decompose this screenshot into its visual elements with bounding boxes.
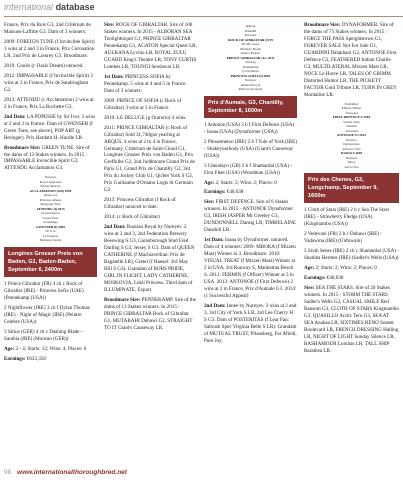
paragraph: 3 Ghendayo (GB) 2 b f Shamardal (USA) - First Fleet (USA) (Woodman (USA)) bbox=[204, 162, 292, 176]
pedigree-line: Soundings bbox=[43, 220, 58, 225]
paragraph: 2012: IMPASSABLE (f Invincible Spirit) 3 wins at 3 in France, Prix de Sandringham G2. bbox=[4, 72, 93, 93]
pedigree-line: Flying Melody bbox=[40, 184, 61, 189]
pedigree-line: All At Sea bbox=[344, 164, 359, 169]
paragraph: France, Prix du Bois G3, 2nd Critérium de Maisons-Laffitte G2. Dam of 3 winners: bbox=[4, 22, 91, 35]
header-section: database bbox=[55, 2, 95, 12]
pedigree-line: Madonna Sprite bbox=[39, 238, 62, 243]
pedigree-line: Roberto bbox=[346, 137, 357, 142]
paragraph: 2nd Dam: Innee by Nureyev. 3 wins at 2 and 3, 3rd City of York S LR, 3rd Lee Cherry H S G3. Dam of POSTERITAS (f Lear Fan: Sabrush Spec Virginia Belle S LR). Grandam of MUTUAL TRUST, Pilansberg, Far Afield, Pure Joy. bbox=[204, 303, 297, 344]
pedigree-line: PRINCE GIBRALTAR ch c 2011 bbox=[226, 55, 275, 60]
column-3 bbox=[204, 22, 297, 348]
pedigree-line: ACCLAMATION (GB) 1999 bbox=[29, 188, 72, 193]
paragraph: 2013: Princess Gibraltar (f Rock of Gibraltar) unraced to date. bbox=[104, 197, 176, 211]
pedigree-line: Princess Karenda bbox=[238, 87, 263, 91]
paragraph: 2013: ATTENDU (c Acclamation) 2 wins at 2 in France, Prix La Rochette G3. bbox=[4, 96, 94, 110]
pedigree-chart bbox=[204, 24, 297, 92]
paragraph: 2014: (c Rock of Gibraltar) bbox=[104, 214, 160, 221]
paragraph: Broodmare Sire: GREEN TUNE. Sire of the dams of 13 Stakes winners. In 2015 : IMPASSABLE Invincible Spirit G2, ATTENDU Acclamation G3. bbox=[4, 144, 90, 172]
page-header bbox=[4, 2, 95, 16]
paragraph: 2010: Coulis (c Oasis Dream) unraced. bbox=[4, 62, 84, 69]
pedigree-line: Sinntag bbox=[245, 60, 256, 64]
paragraph: 2 Pleasemetoo (IRE) 2 b f Yule of York (IRE) - Shakeyourbody (USA) (Giant's Causeway (USA)) bbox=[204, 138, 297, 159]
paragraph: Earnings: €40,638 bbox=[304, 275, 344, 282]
pedigree-chart bbox=[4, 175, 97, 243]
paragraph: 1 Antonoe (USA) 2 b f First Defence (USA) - Ioana (USA) (Dynaformer (USA)) bbox=[204, 121, 295, 135]
pedigree-line: Pennekamp bbox=[242, 64, 259, 69]
paragraph: Earnings: €633,356 bbox=[4, 355, 46, 362]
paragraph: Age: 2; Starts: 2; Wins: 2; Places: 0 bbox=[304, 265, 377, 272]
pedigree-line: Nureyev bbox=[244, 78, 257, 82]
paragraph: 2011: PRINCE GIBRALTAR (c Rock of Gibraltar) Sold 31,740gns yearling at ARQUS. 4 wins at 2 to 4 in France, Germany, Critérium de Saint-Cloud G1, Longines Grosser Preis von Baden G1, Prix Greffulhe G2, 2nd Juddmonte Grand Prix de Paris G1, Grand Prix de Chantilly G2, 3rd Prix du Jockey Club G1, Qu'ber York S G2, Prix Guillaume d'Ornano Logis St Germain G2. bbox=[104, 124, 195, 194]
paragraph: 2 Vedevani (FR) 2 b c Dubawi (IRE) - Vadawina (IRE) (Unfuwain) bbox=[304, 231, 382, 245]
page-footer bbox=[4, 469, 127, 476]
pedigree-line: Be My Guest bbox=[241, 42, 260, 46]
pedigree-line: Unbridled bbox=[344, 101, 359, 106]
race-heading: Longines Grosser Preis von Baden, G1, Baden-Baden, September 6, 2400m bbox=[4, 247, 97, 277]
pedigree-line: La Popesse bbox=[42, 233, 59, 238]
pedigree-line: Danzig bbox=[245, 24, 256, 28]
footer-url: www.internationalthoroughbred.net bbox=[17, 469, 127, 476]
pedigree-line: Green Dancer bbox=[41, 211, 60, 216]
pedigree-line: Dynaformer bbox=[343, 142, 360, 147]
pedigree-line: Nureyev bbox=[44, 175, 57, 180]
pedigree-line: GWENSEB (f) 2003 bbox=[35, 224, 65, 229]
paragraph: Sire: FIRST DEFENCE. Sire of 6 Stakes winners. In 2015 - ANTONOE Dynaformer G3, IRISH JASPER Mr Greeley G3, DUNDONNELL Dansig LR, TIMBELAINE Danehill LR. bbox=[204, 199, 296, 234]
pedigree-line: Offshore Boom bbox=[239, 46, 262, 51]
paragraph: Earnings: €40,638 bbox=[204, 189, 244, 196]
paragraph: 3 Sirius (GER) 4 ch c Dashing Blade - Sarabia (IRE) (Monsun (GER)) bbox=[4, 329, 83, 343]
column-1 bbox=[4, 22, 97, 366]
pedigree-line: Royal Applause bbox=[39, 179, 62, 184]
paragraph: 2nd Dam: LA POPESSE by Sir Ivor. 3 wins at 2 and 3 in France. Dam of GWENSEB (f Green Tune, see above), POP ART (g Beringer). Prix Hardatit H. Hurdle LR. bbox=[4, 113, 95, 141]
paragraph: Age: 2 - 4; Starts: 12; Wins: 4; Places: 6 bbox=[4, 345, 87, 352]
page-number: 98 bbox=[4, 469, 12, 476]
pedigree-line: Andover Way bbox=[342, 146, 361, 151]
pedigree-line: PRINCESS SOFIA (f) 2002 bbox=[230, 73, 271, 78]
column-2 bbox=[104, 22, 197, 335]
pedigree-line: Russian Royal bbox=[240, 82, 261, 87]
pedigree-line: ANTONOE b f 2013 bbox=[336, 133, 367, 138]
paragraph: Age: 2; Starts: 2; Wins: 2; Places: 0 bbox=[204, 179, 277, 186]
pedigree-chart bbox=[304, 102, 399, 170]
pedigree-line: Princess Athena bbox=[39, 197, 62, 202]
paragraph: 1 Cloth of Stars (IRE) 2 b c Sea The Stars (IRE) - Strawberry Fledge (USA) (Kingmambo (USA)) bbox=[304, 207, 390, 228]
paragraph: 2009: PRINCE OF SOFIA (c Rock of Gibraltar) 3 wins at 3 in France. bbox=[104, 97, 182, 111]
paragraph: 2nd Dam: Russian Royal by Nureyev. 2 wins at 2 and 3, 2nd Federation Brewery Beeswing S G3, Gainsborough Stud Fred Darling S G3, Jersey S G3. Dam of QUEEN CATHERINE (f Machiavellian: Prix de Bagatelle LR), Gretel (f Hansel: 3rd May Hill S G3). Grandam of BOBS PRIDE, GIRL IN FLIGHT, LADY CATHERINE, MOSKOVIA, Leklí Princess. Third dam of ILLUMINATE, Export. bbox=[104, 224, 195, 293]
pedigree-line: Toussaud bbox=[345, 128, 358, 133]
pedigree-line: IOANA b 2003 bbox=[340, 151, 363, 156]
pedigree-line: Tenitive bbox=[345, 124, 358, 129]
pedigree-line: Toussaud bbox=[345, 110, 358, 115]
pedigree-line: ATTENDU (f) 2013 bbox=[36, 206, 65, 211]
pedigree-line: Seattle Slew bbox=[343, 119, 360, 124]
paragraph: 1st Dam: PRINCESS SOFIA by Pennekamp. 5 wins at 4 and 5 in France. Dam of 3 winners: bbox=[104, 73, 187, 94]
pedigree-line: Shopping Wise bbox=[40, 202, 61, 207]
header-rule bbox=[4, 16, 403, 17]
pedigree-line: Green Tune bbox=[42, 215, 59, 220]
paragraph: Broodmare Sire: DYNAFORMER. Sire of the dams of 75 Stakes winners. In 2015 : FORCE THE PASS Speightstown G1, FOREVER SALE Not For Sale G1, GUARDINI Dalakhani G2, ANTONOE First Defence G3, FEATHERED Indian Charlie G3, MULTILATERAL Mizzen Mast LR, NOCE Le Havre LR, TALES OF GRIMM Distorted Humor LR, THE PICKETT FACTOR Gold Tribute LR, TURN IN GREY Montaline LR. bbox=[304, 22, 397, 98]
race-heading: Prix des Chenes, G3, Longchamp, September 9, 1600m bbox=[304, 173, 399, 203]
pedigree-line: Empire Maker bbox=[341, 106, 362, 111]
pedigree-line: FIRST DEFENCE b 2004 bbox=[332, 115, 371, 120]
pedigree-line: Nureyev bbox=[345, 155, 358, 160]
paragraph: Sire: ROCK OF GIBRALTAR. Sire of 106 Stakes winners. In 2015 - ALBORAN SEA Toolighttoquit G1, PRINCE GIBRALTAR Pennekamp G1, AGATON Special Quest LR, AULKANA Lyvino LR, ROYAL ZULU GUARD King's Theatre LR, TONY CURTIS Lombes LR, TOUNGI Sendawar LR. bbox=[104, 22, 197, 70]
pedigree-line: Coral Dance bbox=[241, 69, 260, 73]
pedigree-line: Push a Button bbox=[240, 51, 261, 55]
pedigree-line: Innee bbox=[347, 160, 356, 165]
pedigree-line: ROCK OF GIBRALTAR (f) 99 bbox=[228, 37, 273, 42]
race-heading: Prix d'Aumale, G3, Chantilly, September 8, 1600m bbox=[204, 96, 297, 118]
paragraph: 2 Nightflower (IRE) 3 ch f Dylan Thomas (IRE) - Night of Magic (IRE) (Peintre Celebre (USA)) bbox=[4, 305, 90, 326]
pedigree-line: Danehill bbox=[244, 28, 257, 33]
header-brand: international bbox=[4, 2, 54, 12]
paragraph: Sire: SEA THE STARS. Sire of 20 Stakes winners. In 2015 - STORM THE STARS Sadler's Wells G2, CASUAL SMILE Red Ransom G3, CLOTH OF STARS Kingmambo G3, QUASILLO Arctic Tern G3, SEA AT SEA Anabaa LR, SIXTIMES RENO Sunset Boulevard LR, FRENCH DRESSING Halling LR, NIGHT OF LIGHT Sunday Silence LR, RASHAMOUR Lomitas LR, TALL SHIP Barathea LR. bbox=[304, 285, 399, 354]
pedigree-line: Sir Ivor bbox=[45, 229, 56, 234]
paragraph: 2009: FOREIGN TUNE (f Invincible Spirit) 3 wins at 2 and 3 in France, Prix Coronation LR, 2nd Prix de Lieurey G3. Broodmare. bbox=[4, 38, 95, 59]
column-4 bbox=[304, 22, 399, 358]
pedigree-line: Razyana bbox=[244, 33, 257, 37]
paragraph: 2010: LE DELUGE (g Oratorio) 4 wins. bbox=[104, 114, 187, 121]
paragraph: 3 Sixth Sense (IRE) 2 ch c Shamardal (USA) - Shabiba Hermes (IRE) (Sadler's Wells (USA)) bbox=[304, 248, 399, 262]
pedigree-line: Ahonoora bbox=[43, 193, 58, 198]
paragraph: 1st Dam: Ioana by Dynaformer. unraced. Dam of 4 winners: 2009: MBORA (f Mizzen Mast) Winner at 3. Broodmare. 2010: VISUAL TREAT (f Mizzen Mast) Winner at 2 in USA, 3rd Runway S, Manhattan Beach S. 2011: FERMIN (f Officer) Winner at 3 in USA. 2013: ANTONOE (f First Defence) 2 wins at 2 in France, Prix d'Aumale G3. 2014: (c Successful Appeal) bbox=[204, 237, 297, 300]
paragraph: 1 Prince Gibraltar (FR) 4 ch c Rock of Gibraltar (IRE) - Princess Sofia (UAE) (Pennekamp (USA)) bbox=[4, 281, 84, 302]
paragraph: Broodmare Sire: PENNEKAMP. Sire of the dams of 13 Stakes winners. In 2015 : PRINCE GIBRALTAR Rock of Gibraltar G1, MUTABAHI Dubawi G2, STRAIGHT TO IT Giant's Causeway LR. bbox=[104, 296, 196, 331]
